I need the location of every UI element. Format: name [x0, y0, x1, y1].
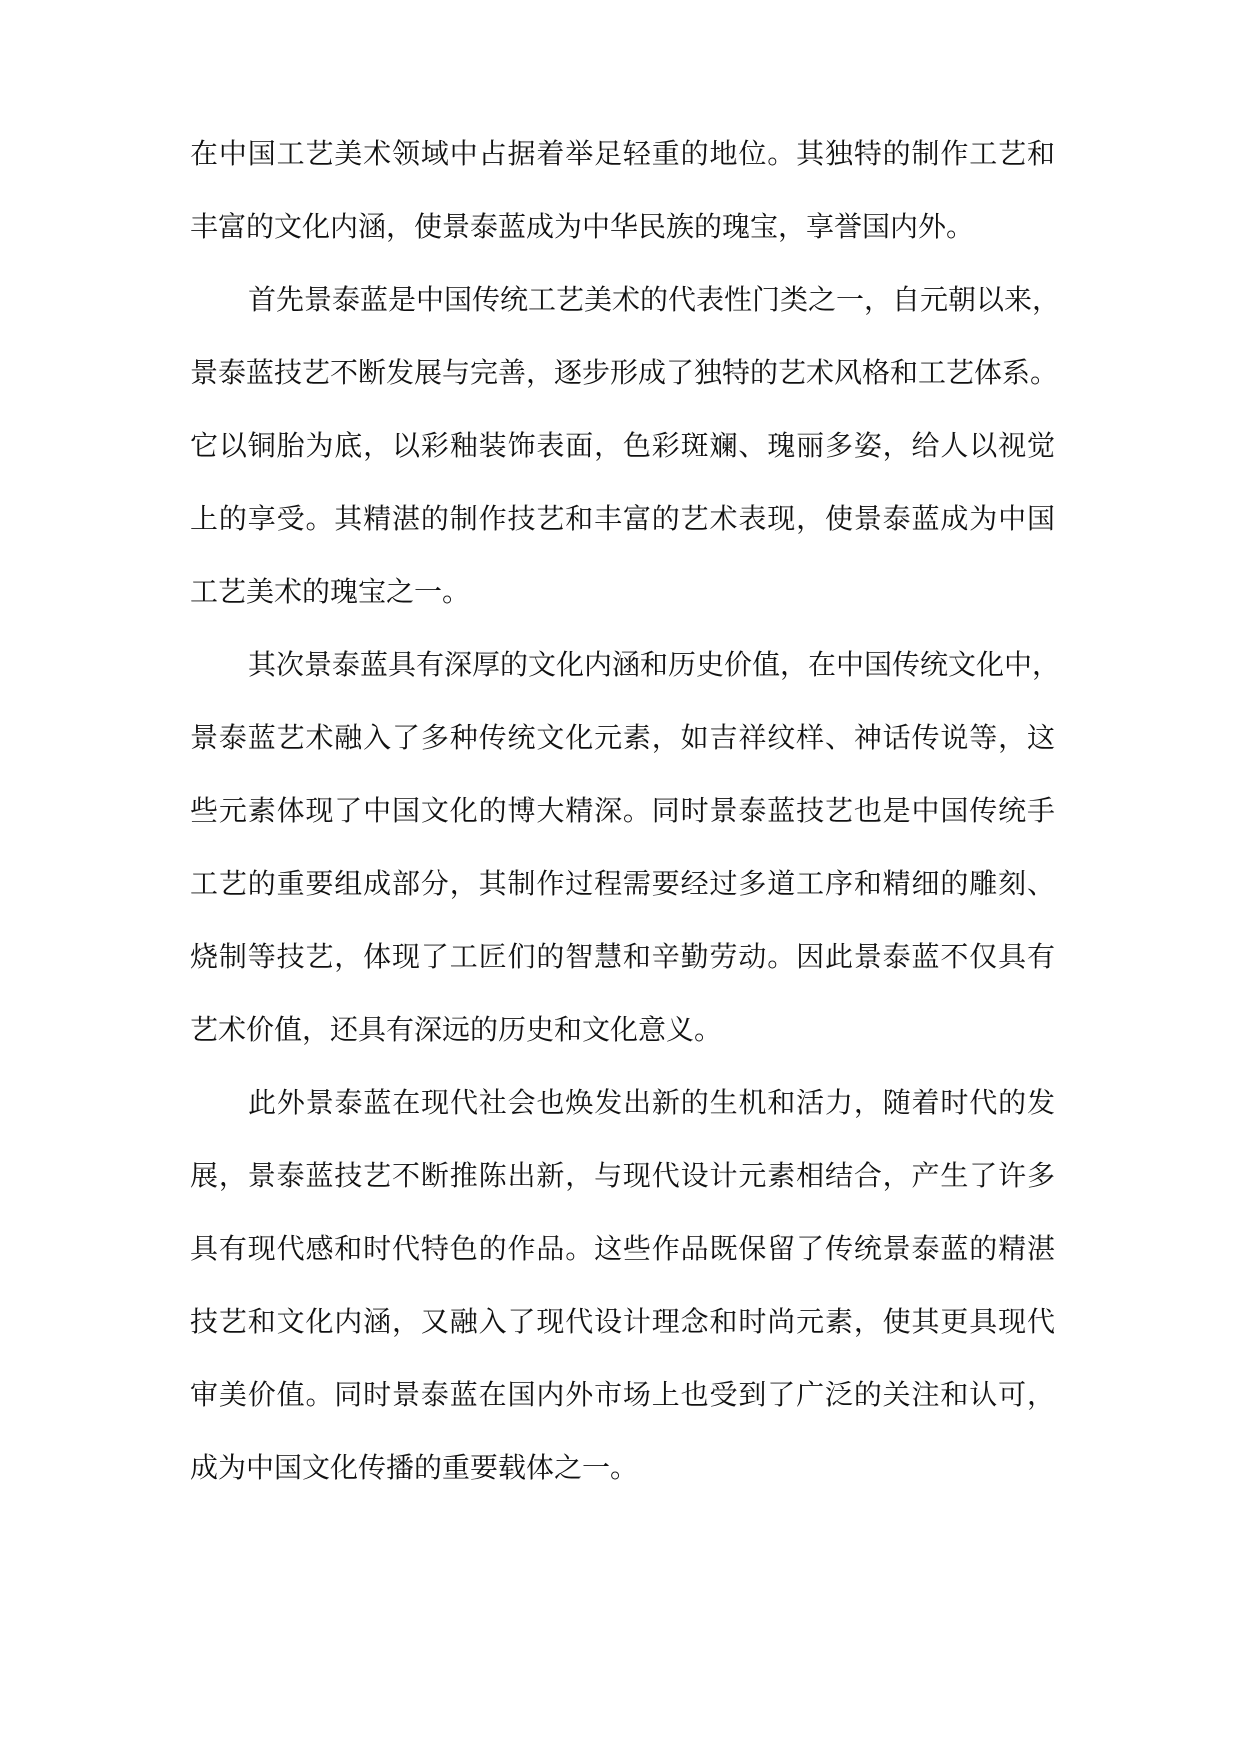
text-line: 艺术价值，还具有深远的历史和文化意义。 — [190, 1013, 723, 1046]
text-line: 此外景泰蓝在现代社会也焕发出新的生机和活力，随着时代的发 — [248, 1086, 1055, 1119]
text-line: 成为中国文化传播的重要载体之一。 — [190, 1451, 639, 1484]
text-line: 工艺的重要组成部分，其制作过程需要经过多道工序和精细的雕刻、 — [190, 867, 1055, 900]
text-line: 首先景泰蓝是中国传统工艺美术的代表性门类之一，自元朝以来， — [248, 283, 1061, 316]
text-line: 上的享受。其精湛的制作技艺和丰富的艺术表现，使景泰蓝成为中国 — [190, 502, 1055, 535]
text-line: 其次景泰蓝具有深厚的文化内涵和历史价值，在中国传统文化中， — [248, 648, 1061, 681]
text-line: 工艺美术的瑰宝之一。 — [190, 575, 471, 608]
paragraph-2 — [190, 282, 1061, 610]
text-line: 技艺和文化内涵，又融入了现代设计理念和时尚元素，使其更具现代 — [190, 1305, 1055, 1338]
text-line: 在中国工艺美术领域中占据着举足轻重的地位。其独特的制作工艺和 — [190, 137, 1055, 170]
body-text — [190, 136, 1061, 1523]
text-line: 些元素体现了中国文化的博大精深。同时景泰蓝技艺也是中国传统手 — [190, 794, 1055, 827]
paragraph-1 — [190, 136, 1055, 245]
text-line: 它以铜胎为底，以彩釉装饰表面，色彩斑斓、瑰丽多姿，给人以视觉 — [190, 429, 1055, 462]
text-line: 展，景泰蓝技艺不断推陈出新，与现代设计元素相结合，产生了许多 — [190, 1159, 1055, 1192]
text-line: 丰富的文化内涵，使景泰蓝成为中华民族的瑰宝，享誉国内外。 — [190, 210, 975, 243]
text-line: 烧制等技艺，体现了工匠们的智慧和辛勤劳动。因此景泰蓝不仅具有 — [190, 940, 1055, 973]
text-line: 具有现代感和时代特色的作品。这些作品既保留了传统景泰蓝的精湛 — [190, 1232, 1055, 1265]
text-line: 景泰蓝艺术融入了多种传统文化元素，如吉祥纹样、神话传说等，这 — [190, 721, 1055, 754]
text-line: 景泰蓝技艺不断发展与完善，逐步形成了独特的艺术风格和工艺体系。 — [190, 356, 1059, 389]
paragraph-4 — [190, 1085, 1055, 1486]
text-line: 审美价值。同时景泰蓝在国内外市场上也受到了广泛的关注和认可， — [190, 1378, 1055, 1411]
paragraph-3 — [190, 647, 1061, 1048]
